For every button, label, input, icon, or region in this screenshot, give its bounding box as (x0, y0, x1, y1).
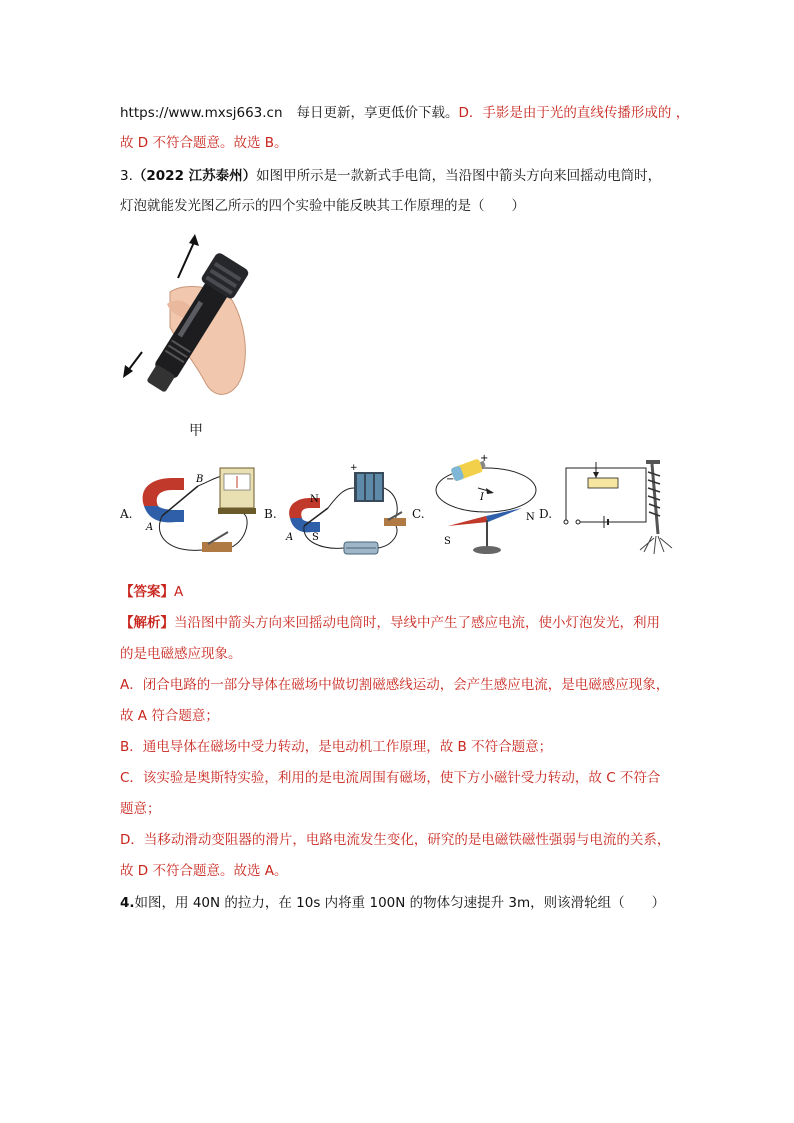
option-label-d: D. (539, 507, 553, 521)
label-a: A (146, 522, 154, 533)
question-3-line-1 (120, 166, 661, 186)
option-label-a: A. (120, 507, 133, 521)
analysis-line-7: 题意； (120, 801, 161, 817)
experiment-b-figure (282, 462, 412, 560)
answer-value: A (174, 584, 184, 600)
label-s-c: S (444, 536, 451, 547)
label-s-b: S (312, 532, 319, 543)
answer-label: 【答案】 (120, 584, 174, 600)
question-number: 3. (120, 168, 133, 184)
battery-minus-c: − (446, 474, 455, 485)
analysis-line-8: D．当移动滑动变阻器的滑片，电路电流发生变化，研究的是电磁铁磁性强弱与电流的关系， (120, 832, 671, 848)
update-notice: 每日更新，享更低价下载。 (296, 105, 459, 121)
flashlight-figure (115, 232, 275, 412)
analysis-line-6: C．该实验是奥斯特实验，利用的是电流周围有磁场，使下方小磁针受力转动，故 C 不符合 (120, 770, 661, 786)
question-text: 如图甲所示是一款新式手电筒，当沿图中箭头方向来回摇动电筒时， (256, 168, 662, 184)
option-label-b: B. (264, 507, 277, 521)
experiment-d-figure (556, 456, 682, 562)
battery-plus-c: + (480, 453, 489, 464)
analysis-line-3: A．闭合电路的一部分导体在磁场中做切割磁感线运动，会产生感应电流，是电磁感应现象， (120, 677, 670, 693)
question-4-text: 如图，用 40N 的拉力，在 10s 内将重 100N 的物体匀速提升 3m，则该滑轮组（ ） (134, 895, 666, 911)
source-url: https://www.mxsj663.cn (120, 105, 283, 121)
label-n-b: N (310, 494, 319, 505)
question-4-number: 4. (120, 895, 135, 911)
analysis-line-4: 故 A 符合题意； (120, 708, 219, 724)
analysis-line-2: 的是电磁感应现象。 (120, 646, 242, 662)
analysis-line-1 (120, 613, 660, 633)
experiment-a-figure (132, 458, 264, 558)
question-source: （2022 江苏泰州） (132, 168, 257, 184)
figure-caption-jia: 甲 (189, 423, 203, 439)
option-d-text: D．手影是由于光的直线传播形成的 ， (458, 105, 690, 121)
analysis-label: 【解析】 (120, 615, 174, 631)
header-line-2: 故 D 不符合题意。故选 B。 (120, 135, 288, 151)
label-b: B (196, 474, 204, 485)
label-n-c: N (526, 512, 535, 523)
question-3-line-2: 灯泡就能发光图乙所示的四个实验中能反映其工作原理的是（ ） (120, 198, 525, 214)
experiment-c-figure (430, 452, 540, 564)
analysis-text: 当沿图中箭头方向来回摇动电筒时，导线中产生了感应电流，使小灯泡发光，利用 (174, 615, 660, 631)
analysis-line-5: B．通电导体在磁场中受力转动，是电动机工作原理，故 B 不符合题意； (120, 739, 553, 755)
option-label-c: C. (412, 507, 425, 521)
answer-line (120, 582, 183, 602)
battery-plus-b: + (350, 463, 358, 473)
analysis-line-9: 故 D 不符合题意。故选 A。 (120, 863, 288, 879)
question-4-line (120, 893, 665, 913)
current-label-c: I (480, 492, 484, 503)
label-a-b: A (286, 532, 294, 543)
header-line-1 (120, 103, 689, 123)
